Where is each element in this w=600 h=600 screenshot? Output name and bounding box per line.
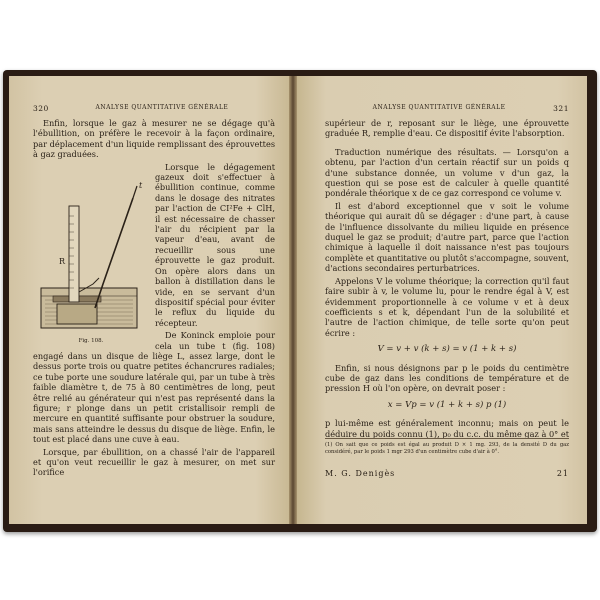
right-paragraph-2: Traduction numérique des résultats. — Lorsqu'on a obtenu, par l'action d'un certain réactif sur un poids q d'une substance donnée, un volume v d'un gaz, la question qui se pose est de calculer à quelle quantité pondérale théorique x de ce gaz correspond ce volume v. bbox=[325, 146, 569, 199]
right-paragraph-1: supérieur de r, reposant sur le liège, une éprouvette graduée R, remplie d'eau. Ce dispositif évite l'absorption. bbox=[325, 118, 569, 139]
signature-line bbox=[325, 469, 569, 478]
left-page-header bbox=[33, 104, 275, 113]
right-page-header bbox=[325, 104, 569, 113]
figure-label-t: t bbox=[139, 180, 143, 190]
formula-1: V = v + v (k + s) = v (1 + k + s) bbox=[377, 344, 517, 355]
right-running-head: ANALYSE QUANTITATIVE GÉNÉRALE bbox=[372, 104, 506, 111]
left-paragraph-2: Lorsque le dégagement gazeux doit s'effectuer à ébullition continue, comme dans le dosage des nitrates par l'action de CI²Fe + ClH, il est nécessaire de chasser l'air du récipient par la vapeur d'eau, avant de recueillir sous une éprouvette le gaz produit. On opère alors dans un ballon à distillation dans le vide, en se servant d'un dispositif spécial pour éviter le reflux du liquide du récepteur. bbox=[155, 161, 275, 328]
figure-label-r: R bbox=[59, 256, 66, 266]
left-page-number: 320 bbox=[33, 104, 49, 113]
left-running-head: ANALYSE QUANTITATIVE GÉNÉRALE bbox=[95, 104, 229, 111]
right-page-body bbox=[325, 118, 569, 441]
right-paragraph-6: p lui-même est généralement inconnu; mais on peut le déduire du poids connu (1), p₀ du c.c. du même gaz à 0° et bbox=[325, 418, 569, 439]
left-paragraph-4: Lorsque, par ébullition, on a chassé l'air de l'appareil et qu'on veut recueillir le gaz à mesurer, on met sur l'orifice bbox=[33, 446, 275, 478]
open-book bbox=[3, 70, 597, 532]
right-paragraph-3: Il est d'abord exceptionnel que v soit le volume théorique qui aurait dû se dégager : d'une part, à cause de l'influence dissolvante du milieu liquide en présence duquel le gaz se produit; d'autre part, parce que l'action chimique à laquelle il doit naissance n'est pas toujours complète et quantitative ou plutôt s'accompagne, souvent, d'actions secondaires perturbatrices. bbox=[325, 200, 569, 274]
left-paragraph-1: Enfin, lorsque le gaz à mesurer ne se dégage qu'à l'ébullition, on préfère le recevoir à la façon ordinaire, par déplacement d'un liquide remplissant des éprouvettes à gaz graduées. bbox=[33, 118, 276, 160]
figure-108 bbox=[33, 166, 149, 348]
book-gutter bbox=[289, 76, 297, 524]
signature-number: 21 bbox=[556, 469, 569, 478]
footnote: (1) On sait que ce poids est égal au produit D × 1 mg. 293, de la densité D du gaz considéré, par le poids 1 mgr 293 d'un centimètre cube d'air à 0°. bbox=[325, 438, 569, 456]
formula-2: x = Vp = v (1 + k + s) p (1) bbox=[387, 399, 507, 410]
apparatus-illustration bbox=[33, 166, 149, 348]
right-paragraph-4: Appelons V le volume théorique; la correction qu'il faut faire subir à v, le volume lu, pour le rendre égal à V, est évidemment proportionnelle à ce volume v et à deux coefficients s et k, dépendant l'un de la solubilité et l'autre de l'action chimique, de telle sorte qu'on peut écrire : bbox=[325, 275, 569, 338]
signature-author: M. G. Denigès bbox=[325, 469, 396, 478]
left-paragraph-3: De Koninck emploie pour cela un tube t (fig. 108) engagé dans un disque de liège L, assez large, dont le dessus porte trois ou quatre petites échancrures radiales; ce tube porte une soudure latérale qui, par un tube à très faible diamètre t, de 75 à 80 centimètres de long, peut être relié au générateur qui n'est pas représenté dans la figure; r plonge dans un petit cristallisoir rempli de mercure en quantité suffisante pour obstruer la soudure, mais sans atteindre le dessus du disque de liège. Enfin, le tout est placé dans une cuve à eau. bbox=[33, 330, 275, 445]
right-page-number: 321 bbox=[553, 104, 569, 113]
left-page bbox=[9, 76, 289, 524]
figure-caption: Fig. 108. bbox=[78, 337, 104, 344]
left-page-body bbox=[33, 118, 275, 480]
right-paragraph-5: Enfin, si nous désignons par p le poids du centimètre cube de gaz dans les conditions de température et de pression H où l'on opère, on devrait poser : bbox=[325, 362, 569, 394]
right-page bbox=[297, 76, 587, 524]
